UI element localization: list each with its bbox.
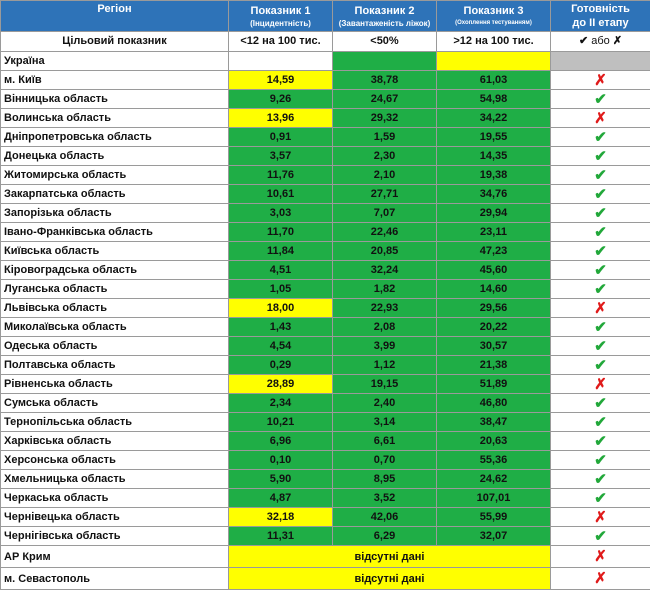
indicator-1-value: 4,54 xyxy=(229,337,333,356)
readiness-cell xyxy=(551,356,650,375)
readiness-cell xyxy=(551,109,650,128)
indicator-1-value: 6,96 xyxy=(229,432,333,451)
indicator-1-value: 14,59 xyxy=(229,71,333,90)
indicator-1-value: 32,18 xyxy=(229,508,333,527)
indicator-2-value: 20,85 xyxy=(333,242,437,261)
header-region: Регіон xyxy=(1,1,229,32)
indicator-1-value: 1,05 xyxy=(229,280,333,299)
indicator-1-value: 10,21 xyxy=(229,413,333,432)
target-row xyxy=(1,32,650,52)
indicator-3-value: 19,38 xyxy=(437,166,551,185)
table-row xyxy=(1,394,650,413)
check-icon: ✔ xyxy=(594,319,607,336)
indicator-3-value: 21,38 xyxy=(437,356,551,375)
table-row xyxy=(1,489,650,508)
readiness-cell xyxy=(551,299,650,318)
indicator-1-value: 18,00 xyxy=(229,299,333,318)
indicator-3-value: 14,35 xyxy=(437,147,551,166)
region-name: м. Севастополь xyxy=(1,568,229,590)
table-row xyxy=(1,527,650,546)
indicator-2-value: 24,67 xyxy=(333,90,437,109)
check-icon: ✔ xyxy=(594,129,607,146)
indicator-1-value: 0,29 xyxy=(229,356,333,375)
indicator-2-value: 2,30 xyxy=(333,147,437,166)
check-icon: ✔ xyxy=(594,395,607,412)
table-row xyxy=(1,204,650,223)
target-readiness-legend xyxy=(551,32,650,52)
check-icon: ✔ xyxy=(594,490,607,507)
check-icon: ✔ xyxy=(594,414,607,431)
readiness-cell xyxy=(551,568,650,590)
indicator-3-value: 34,76 xyxy=(437,185,551,204)
readiness-cell xyxy=(551,204,650,223)
indicator-3-value: 61,03 xyxy=(437,71,551,90)
region-name: Україна xyxy=(1,52,229,71)
region-name: Житомирська область xyxy=(1,166,229,185)
indicator-2-value: 22,46 xyxy=(333,223,437,242)
table-row xyxy=(1,508,650,527)
indicator-3-value: 14,60 xyxy=(437,280,551,299)
region-name: Київська область xyxy=(1,242,229,261)
cross-icon: ✗ xyxy=(594,509,607,526)
indicator-1-value: 4,51 xyxy=(229,261,333,280)
indicator-3-value: 29,94 xyxy=(437,204,551,223)
readiness-cell xyxy=(551,90,650,109)
indicator-3-value: 32,07 xyxy=(437,527,551,546)
header-indicator-2: Показник 2 (Завантаженість ліжок) xyxy=(333,1,437,32)
region-name: Рівненська область xyxy=(1,375,229,394)
indicator-1-value: 28,89 xyxy=(229,375,333,394)
region-name: Кіровоградська область xyxy=(1,261,229,280)
table-row xyxy=(1,223,650,242)
table-row xyxy=(1,413,650,432)
region-name: Волинська область xyxy=(1,109,229,128)
indicator-3-value: 45,60 xyxy=(437,261,551,280)
cross-icon: ✗ xyxy=(594,570,607,587)
table-row xyxy=(1,318,650,337)
indicator-2-value: 22,93 xyxy=(333,299,437,318)
table-row xyxy=(1,71,650,90)
region-name: Львівська область xyxy=(1,299,229,318)
indicator-1-value: 11,31 xyxy=(229,527,333,546)
readiness-cell xyxy=(551,489,650,508)
indicator-1-value: 13,96 xyxy=(229,109,333,128)
indicator-3-value: 54,98 xyxy=(437,90,551,109)
table-row xyxy=(1,299,650,318)
indicator-1-value: 3,57 xyxy=(229,147,333,166)
check-icon: ✔ xyxy=(594,528,607,545)
indicator-2-value: 0,70 xyxy=(333,451,437,470)
check-icon: ✔ xyxy=(594,167,607,184)
table-row xyxy=(1,356,650,375)
indicator-2-value: 8,95 xyxy=(333,470,437,489)
check-icon: ✔ xyxy=(594,91,607,108)
indicator-1-value: 3,03 xyxy=(229,204,333,223)
indicator-3-value: 20,63 xyxy=(437,432,551,451)
readiness-cell xyxy=(551,71,650,90)
table-row xyxy=(1,242,650,261)
table-row xyxy=(1,280,650,299)
legend-or-text: або xyxy=(591,35,610,47)
indicator-3-value: 23,11 xyxy=(437,223,551,242)
table-row xyxy=(1,568,650,590)
check-icon: ✔ xyxy=(594,186,607,203)
indicator-1-value: 9,26 xyxy=(229,90,333,109)
readiness-cell xyxy=(551,432,650,451)
indicator-1-value: 11,84 xyxy=(229,242,333,261)
indicator-2-value: 2,08 xyxy=(333,318,437,337)
region-name: Херсонська область xyxy=(1,451,229,470)
indicator-1-value: 10,61 xyxy=(229,185,333,204)
check-icon: ✔ xyxy=(594,224,607,241)
region-name: м. Київ xyxy=(1,71,229,90)
region-name: Донецька область xyxy=(1,147,229,166)
indicator-2-value: 42,06 xyxy=(333,508,437,527)
table-row xyxy=(1,109,650,128)
cross-icon: ✗ xyxy=(594,548,607,565)
target-label: Цільовий показник xyxy=(1,32,229,52)
indicator-1-value: 11,76 xyxy=(229,166,333,185)
indicator-3-value: 107,01 xyxy=(437,489,551,508)
indicator-3-value: 29,56 xyxy=(437,299,551,318)
table-row xyxy=(1,546,650,568)
check-icon: ✔ xyxy=(579,35,588,47)
indicator-3-value: 47,23 xyxy=(437,242,551,261)
readiness-cell xyxy=(551,337,650,356)
table-row xyxy=(1,432,650,451)
readiness-cell xyxy=(551,413,650,432)
check-icon: ✔ xyxy=(594,262,607,279)
table-header-row xyxy=(1,1,650,32)
table-row xyxy=(1,90,650,109)
readiness-cell xyxy=(551,242,650,261)
header-readiness: Готовність до ІІ етапу xyxy=(551,1,650,32)
ukraine-indicator-1 xyxy=(229,52,333,71)
region-name: Дніпропетровська область xyxy=(1,128,229,147)
check-icon: ✔ xyxy=(594,243,607,260)
indicator-2-value: 6,29 xyxy=(333,527,437,546)
ukraine-row xyxy=(1,52,650,71)
region-name: Чернівецька область xyxy=(1,508,229,527)
indicator-2-value: 1,59 xyxy=(333,128,437,147)
region-name: Закарпатська область xyxy=(1,185,229,204)
check-icon: ✔ xyxy=(594,338,607,355)
readiness-cell xyxy=(551,280,650,299)
check-icon: ✔ xyxy=(594,433,607,450)
cross-icon: ✗ xyxy=(594,72,607,89)
indicator-3-value: 38,47 xyxy=(437,413,551,432)
region-name: Хмельницька область xyxy=(1,470,229,489)
indicator-3-value: 20,22 xyxy=(437,318,551,337)
indicator-2-value: 27,71 xyxy=(333,185,437,204)
region-name: Івано-Франківська область xyxy=(1,223,229,242)
readiness-cell xyxy=(551,527,650,546)
region-name: Одеська область xyxy=(1,337,229,356)
region-name: Харківська область xyxy=(1,432,229,451)
indicator-2-value: 3,99 xyxy=(333,337,437,356)
indicator-3-value: 55,99 xyxy=(437,508,551,527)
indicator-2-value: 19,15 xyxy=(333,375,437,394)
ukraine-indicator-3 xyxy=(437,52,551,71)
region-name: Луганська область xyxy=(1,280,229,299)
readiness-cell xyxy=(551,128,650,147)
indicator-1-value: 0,10 xyxy=(229,451,333,470)
indicator-2-value: 3,14 xyxy=(333,413,437,432)
readiness-cell xyxy=(551,451,650,470)
readiness-cell xyxy=(551,375,650,394)
region-name: Черкаська область xyxy=(1,489,229,508)
ukraine-readiness xyxy=(551,52,650,71)
no-data-cell: відсутні дані xyxy=(229,546,551,568)
region-name: Запорізька область xyxy=(1,204,229,223)
indicator-3-value: 46,80 xyxy=(437,394,551,413)
readiness-cell xyxy=(551,185,650,204)
header-indicator-3: Показник 3 (Охоплення тестуванням) xyxy=(437,1,551,32)
indicator-1-value: 4,87 xyxy=(229,489,333,508)
indicator-3-value: 19,55 xyxy=(437,128,551,147)
table-row xyxy=(1,166,650,185)
region-name: Сумська область xyxy=(1,394,229,413)
readiness-cell xyxy=(551,470,650,489)
region-name: АР Крим xyxy=(1,546,229,568)
readiness-cell xyxy=(551,261,650,280)
indicator-2-value: 29,32 xyxy=(333,109,437,128)
no-data-cell: відсутні дані xyxy=(229,568,551,590)
indicator-2-value: 1,82 xyxy=(333,280,437,299)
readiness-cell xyxy=(551,318,650,337)
indicator-2-value: 3,52 xyxy=(333,489,437,508)
table-row xyxy=(1,185,650,204)
table-row xyxy=(1,451,650,470)
table-row xyxy=(1,261,650,280)
target-indicator-3: >12 на 100 тис. xyxy=(437,32,551,52)
header-indicator-1: Показник 1 (Інцидентність) xyxy=(229,1,333,32)
check-icon: ✔ xyxy=(594,205,607,222)
indicator-1-value: 1,43 xyxy=(229,318,333,337)
indicator-3-value: 34,22 xyxy=(437,109,551,128)
readiness-cell xyxy=(551,223,650,242)
indicator-2-value: 32,24 xyxy=(333,261,437,280)
check-icon: ✔ xyxy=(594,471,607,488)
indicator-3-value: 51,89 xyxy=(437,375,551,394)
region-name: Тернопільська область xyxy=(1,413,229,432)
indicator-3-value: 24,62 xyxy=(437,470,551,489)
region-name: Миколаївська область xyxy=(1,318,229,337)
indicator-3-value: 30,57 xyxy=(437,337,551,356)
indicator-2-value: 2,40 xyxy=(333,394,437,413)
table-row xyxy=(1,470,650,489)
target-indicator-1: <12 на 100 тис. xyxy=(229,32,333,52)
readiness-cell xyxy=(551,546,650,568)
indicator-2-value: 7,07 xyxy=(333,204,437,223)
indicator-1-value: 2,34 xyxy=(229,394,333,413)
region-name: Чернігівська область xyxy=(1,527,229,546)
indicator-1-value: 5,90 xyxy=(229,470,333,489)
indicator-1-value: 0,91 xyxy=(229,128,333,147)
check-icon: ✔ xyxy=(594,357,607,374)
cross-icon: ✗ xyxy=(594,300,607,317)
check-icon: ✔ xyxy=(594,452,607,469)
indicator-2-value: 2,10 xyxy=(333,166,437,185)
indicator-3-value: 55,36 xyxy=(437,451,551,470)
ukraine-indicator-2 xyxy=(333,52,437,71)
table-row xyxy=(1,147,650,166)
table-row xyxy=(1,337,650,356)
target-indicator-2: <50% xyxy=(333,32,437,52)
indicator-2-value: 6,61 xyxy=(333,432,437,451)
cross-icon: ✗ xyxy=(613,35,622,47)
region-name: Вінницька область xyxy=(1,90,229,109)
indicator-1-value: 11,70 xyxy=(229,223,333,242)
cross-icon: ✗ xyxy=(594,376,607,393)
readiness-cell xyxy=(551,508,650,527)
check-icon: ✔ xyxy=(594,281,607,298)
check-icon: ✔ xyxy=(594,148,607,165)
indicator-2-value: 1,12 xyxy=(333,356,437,375)
region-name: Полтавська область xyxy=(1,356,229,375)
cross-icon: ✗ xyxy=(594,110,607,127)
readiness-cell xyxy=(551,166,650,185)
table-row xyxy=(1,375,650,394)
readiness-cell xyxy=(551,147,650,166)
table-row xyxy=(1,128,650,147)
readiness-cell xyxy=(551,394,650,413)
indicator-2-value: 38,78 xyxy=(333,71,437,90)
